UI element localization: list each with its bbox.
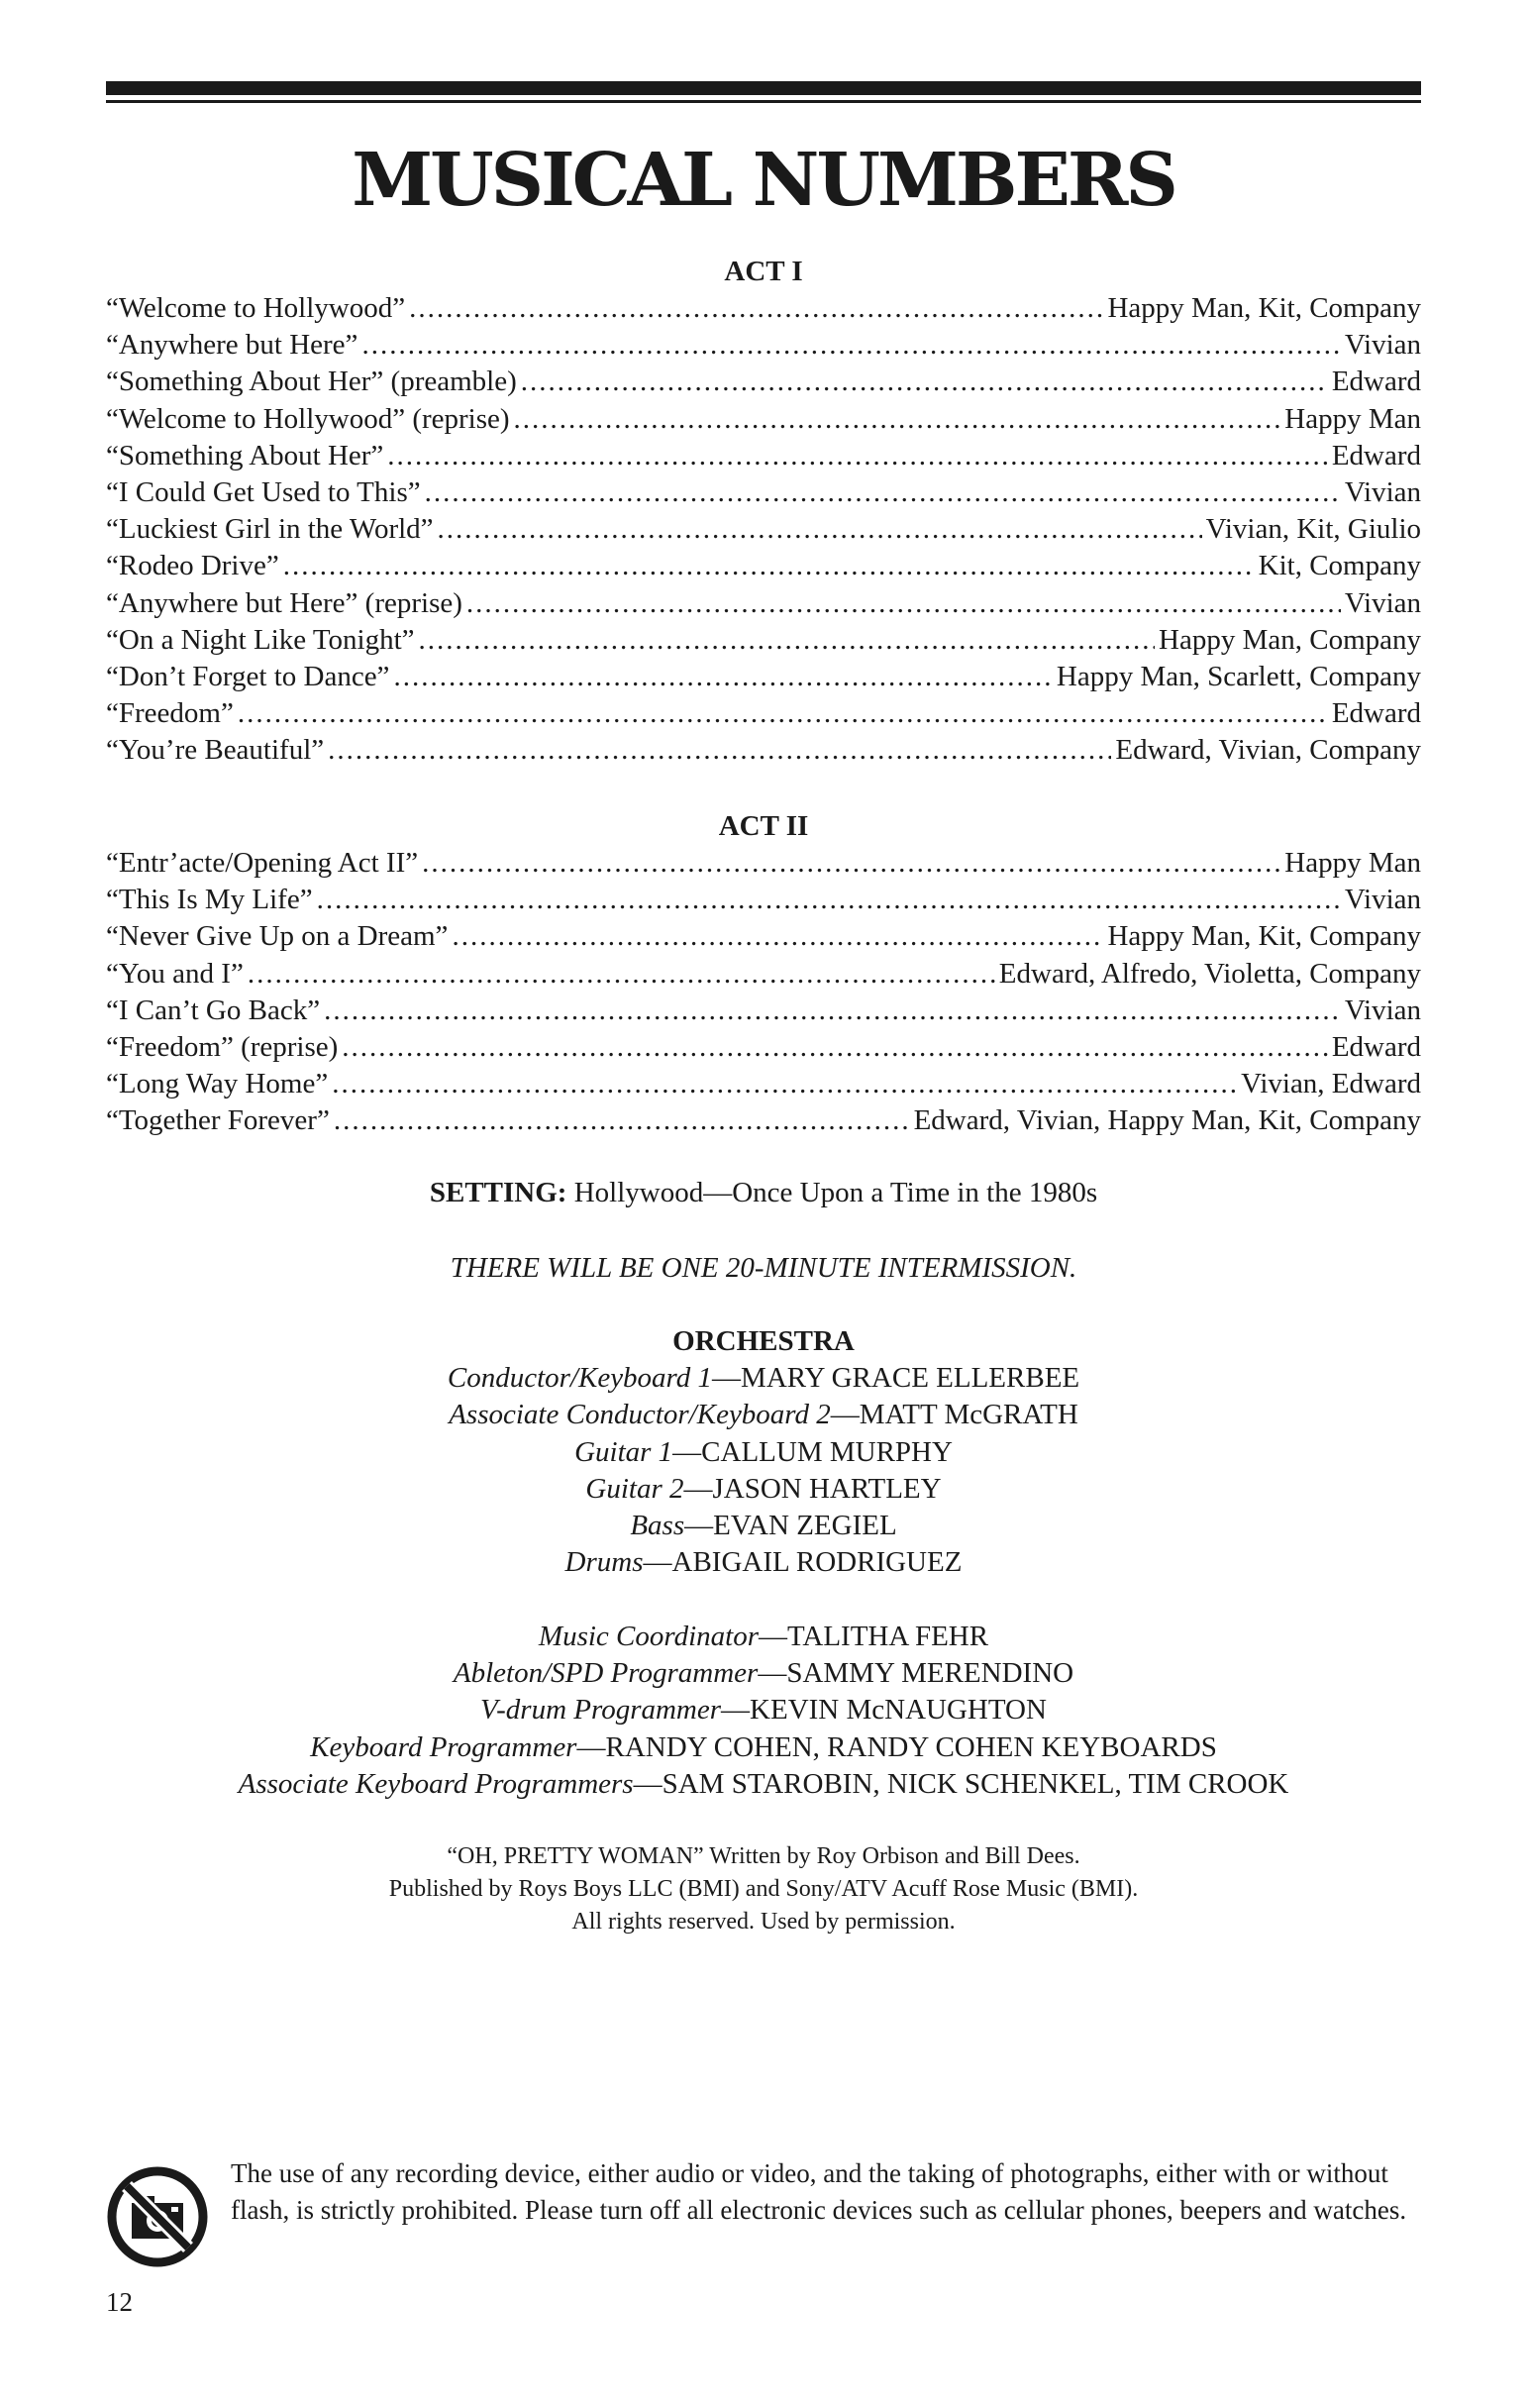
- credit-name: RANDY COHEN, RANDY COHEN KEYBOARDS: [605, 1730, 1217, 1763]
- dot-leader: [438, 511, 1202, 548]
- credit-role: Music Coordinator: [538, 1621, 759, 1652]
- credit-name: ABIGAIL RODRIGUEZ: [671, 1546, 963, 1579]
- dot-leader: [419, 622, 1155, 659]
- music-staff-section: [106, 1619, 1421, 1803]
- credit-separator: —: [633, 1767, 663, 1800]
- credit-line: “OH, PRETTY WOMAN” Written by Roy Orbison and Bill Dees.: [447, 1843, 1080, 1869]
- no-recording-icon: [106, 2165, 209, 2268]
- credit-separator: —: [721, 1694, 751, 1727]
- credit-separator: —: [830, 1399, 860, 1431]
- song-row: [106, 695, 1421, 732]
- dot-leader: [466, 585, 1341, 622]
- header-rule-thin: [106, 100, 1421, 103]
- song-title: “Luckiest Girl in the World”: [106, 513, 434, 546]
- song-row: [106, 993, 1421, 1029]
- dot-leader: [361, 327, 1340, 364]
- song-performers: Happy Man, Kit, Company: [1107, 920, 1421, 953]
- song-performers: Edward, Vivian, Happy Man, Kit, Company: [913, 1104, 1421, 1137]
- credit-role: Guitar 1: [574, 1435, 673, 1468]
- song-performers: Vivian: [1344, 884, 1421, 916]
- credit-name: MATT McGRATH: [859, 1399, 1078, 1431]
- song-title: “This Is My Life”: [106, 884, 313, 916]
- song-performers: Edward, Alfredo, Violetta, Company: [998, 957, 1421, 990]
- song-row: [106, 511, 1421, 548]
- credit-name: TALITHA FEHR: [786, 1621, 989, 1652]
- credit-name: MARY GRACE ELLERBEE: [741, 1362, 1080, 1395]
- song-row: [106, 585, 1421, 622]
- song-performers: Happy Man: [1284, 402, 1421, 435]
- recording-notice: [106, 2155, 1421, 2274]
- orchestra-heading: ORCHESTRA: [672, 1325, 855, 1357]
- song-title: “Anywhere but Here” (reprise): [106, 586, 462, 619]
- song-title: “Something About Her”: [106, 439, 384, 471]
- program-page: [106, 0, 1421, 2408]
- song-row: [106, 845, 1421, 882]
- credit-role: Bass: [630, 1510, 685, 1542]
- intermission-notice: THERE WILL BE ONE 20-MINUTE INTERMISSION.: [450, 1252, 1077, 1284]
- song-row: [106, 364, 1421, 400]
- song-row: [106, 327, 1421, 364]
- page-title: MUSICAL NUMBERS: [352, 138, 1175, 223]
- orchestra-list: [106, 1360, 1421, 1581]
- dot-leader: [521, 364, 1328, 400]
- dot-leader: [332, 1066, 1237, 1102]
- song-row: [106, 474, 1421, 511]
- song-title: “Rodeo Drive”: [106, 550, 279, 582]
- song-row: [106, 956, 1421, 993]
- song-title: “Long Way Home”: [106, 1068, 329, 1100]
- credit-entry: [106, 1766, 1421, 1803]
- song-title: “Don’t Forget to Dance”: [106, 660, 390, 692]
- act-1-song-list: [106, 290, 1421, 769]
- credit-separator: —: [758, 1621, 787, 1652]
- song-performers: Vivian: [1344, 329, 1421, 362]
- credit-entry: [106, 1360, 1421, 1397]
- song-performers: Edward: [1331, 366, 1421, 398]
- dot-leader: [342, 1029, 1328, 1066]
- credit-name: SAMMY MERENDINO: [786, 1657, 1074, 1690]
- credit-separator: —: [684, 1510, 714, 1542]
- credit-separator: —: [672, 1435, 702, 1468]
- song-credits: [106, 1840, 1421, 1938]
- credit-role: Keyboard Programmer: [310, 1730, 577, 1763]
- song-title: “Something About Her” (preamble): [106, 366, 517, 398]
- credit-separator: —: [643, 1546, 672, 1579]
- dot-leader: [238, 695, 1328, 732]
- dot-leader: [393, 659, 1052, 695]
- credit-entry: [106, 1544, 1421, 1581]
- credit-role: V-drum Programmer: [480, 1694, 722, 1727]
- song-performers: Edward, Vivian, Company: [1115, 734, 1421, 767]
- credit-line: All rights reserved. Used by permission.: [571, 1909, 956, 1935]
- song-performers: Happy Man: [1284, 847, 1421, 879]
- page-number: 12: [106, 2287, 133, 2317]
- song-row: [106, 548, 1421, 584]
- song-title: “You and I”: [106, 957, 244, 990]
- act-2-song-list: [106, 845, 1421, 1140]
- setting-label: SETTING:: [429, 1177, 567, 1208]
- orchestra-section: [106, 1323, 1421, 1581]
- song-title: “I Could Get Used to This”: [106, 475, 421, 508]
- song-row: [106, 1029, 1421, 1066]
- song-performers: Happy Man, Scarlett, Company: [1056, 660, 1421, 692]
- song-performers: Vivian, Kit, Giulio: [1205, 513, 1421, 546]
- song-performers: Kit, Company: [1258, 550, 1421, 582]
- act-2-heading: ACT II: [718, 810, 809, 842]
- credit-role: Ableton/SPD Programmer: [453, 1657, 759, 1690]
- song-title: “Anywhere but Here”: [106, 329, 358, 362]
- credit-separator: —: [758, 1657, 787, 1690]
- song-title: “Welcome to Hollywood” (reprise): [106, 402, 510, 435]
- credit-role: Guitar 2: [585, 1472, 684, 1505]
- song-performers: Edward: [1331, 697, 1421, 730]
- song-performers: Vivian: [1344, 475, 1421, 508]
- song-performers: Vivian: [1344, 586, 1421, 619]
- dot-leader: [328, 732, 1111, 769]
- song-performers: Edward: [1331, 1030, 1421, 1063]
- header-rule-thick: [106, 81, 1421, 95]
- song-performers: Happy Man, Kit, Company: [1107, 292, 1421, 324]
- song-row: [106, 659, 1421, 695]
- song-title: “On a Night Like Tonight”: [106, 623, 415, 656]
- credit-role: Conductor/Keyboard 1: [447, 1362, 713, 1395]
- song-row: [106, 732, 1421, 769]
- song-row: [106, 918, 1421, 955]
- music-staff-list: [106, 1619, 1421, 1803]
- song-title: “Never Give Up on a Dream”: [106, 920, 449, 953]
- dot-leader: [334, 1102, 910, 1139]
- credit-entry: [106, 1471, 1421, 1508]
- song-title: “Freedom”: [106, 697, 234, 730]
- dot-leader: [324, 993, 1341, 1029]
- dot-leader: [422, 845, 1280, 882]
- credit-entry: [106, 1655, 1421, 1692]
- song-row: [106, 882, 1421, 918]
- song-row: [106, 290, 1421, 327]
- act-1-section: [106, 254, 1421, 769]
- dot-leader: [514, 401, 1281, 438]
- credit-entry: [106, 1434, 1421, 1471]
- credit-entry: [106, 1508, 1421, 1544]
- song-performers: Vivian: [1344, 994, 1421, 1026]
- dot-leader: [248, 956, 995, 993]
- song-title: “I Can’t Go Back”: [106, 994, 321, 1026]
- credit-entry: [106, 1692, 1421, 1728]
- song-title: “Together Forever”: [106, 1104, 330, 1137]
- song-title: “Freedom” (reprise): [106, 1030, 339, 1063]
- credit-entry: [106, 1619, 1421, 1655]
- credit-line: Published by Roys Boys LLC (BMI) and Sony/ATV Acuff Rose Music (BMI).: [388, 1876, 1139, 1902]
- act-2-section: [106, 808, 1421, 1140]
- dot-leader: [452, 918, 1103, 955]
- credit-role: Drums: [564, 1546, 644, 1579]
- recording-notice-text: The use of any recording device, either audio or video, and the taking of photographs, either with or without flash, is strictly prohibited. Please turn off all electronic devices such as cellular phones, beepers and watches.: [231, 2158, 1407, 2225]
- credit-name: CALLUM MURPHY: [701, 1435, 953, 1468]
- dot-leader: [317, 882, 1341, 918]
- dot-leader: [425, 474, 1341, 511]
- credit-name: EVAN ZEGIEL: [713, 1510, 897, 1542]
- song-row: [106, 438, 1421, 474]
- credit-role: Associate Keyboard Programmers: [238, 1767, 634, 1800]
- dot-leader: [283, 548, 1255, 584]
- credit-name: KEVIN McNAUGHTON: [750, 1694, 1047, 1727]
- act-1-heading: ACT I: [724, 256, 803, 287]
- song-title: “Welcome to Hollywood”: [106, 292, 406, 324]
- song-row: [106, 1066, 1421, 1102]
- song-performers: Vivian, Edward: [1241, 1068, 1421, 1100]
- dot-leader: [409, 290, 1103, 327]
- song-title: “Entr’acte/Opening Act II”: [106, 847, 419, 879]
- song-performers: Edward: [1331, 439, 1421, 471]
- credit-entry: [106, 1397, 1421, 1433]
- credit-role: Associate Conductor/Keyboard 2: [449, 1399, 831, 1431]
- song-title: “You’re Beautiful”: [106, 734, 325, 767]
- credit-separator: —: [683, 1472, 713, 1505]
- credit-name: JASON HARTLEY: [712, 1472, 942, 1505]
- song-performers: Happy Man, Company: [1159, 623, 1421, 656]
- credit-separator: —: [576, 1730, 606, 1763]
- credit-separator: —: [712, 1362, 742, 1395]
- setting-line: [106, 1175, 1421, 1211]
- credit-entry: [106, 1729, 1421, 1766]
- dot-leader: [387, 438, 1328, 474]
- song-row: [106, 622, 1421, 659]
- song-row: [106, 1102, 1421, 1139]
- song-row: [106, 401, 1421, 438]
- setting-text: Hollywood—Once Upon a Time in the 1980s: [573, 1177, 1098, 1208]
- credit-name: SAM STAROBIN, NICK SCHENKEL, TIM CROOK: [662, 1767, 1289, 1800]
